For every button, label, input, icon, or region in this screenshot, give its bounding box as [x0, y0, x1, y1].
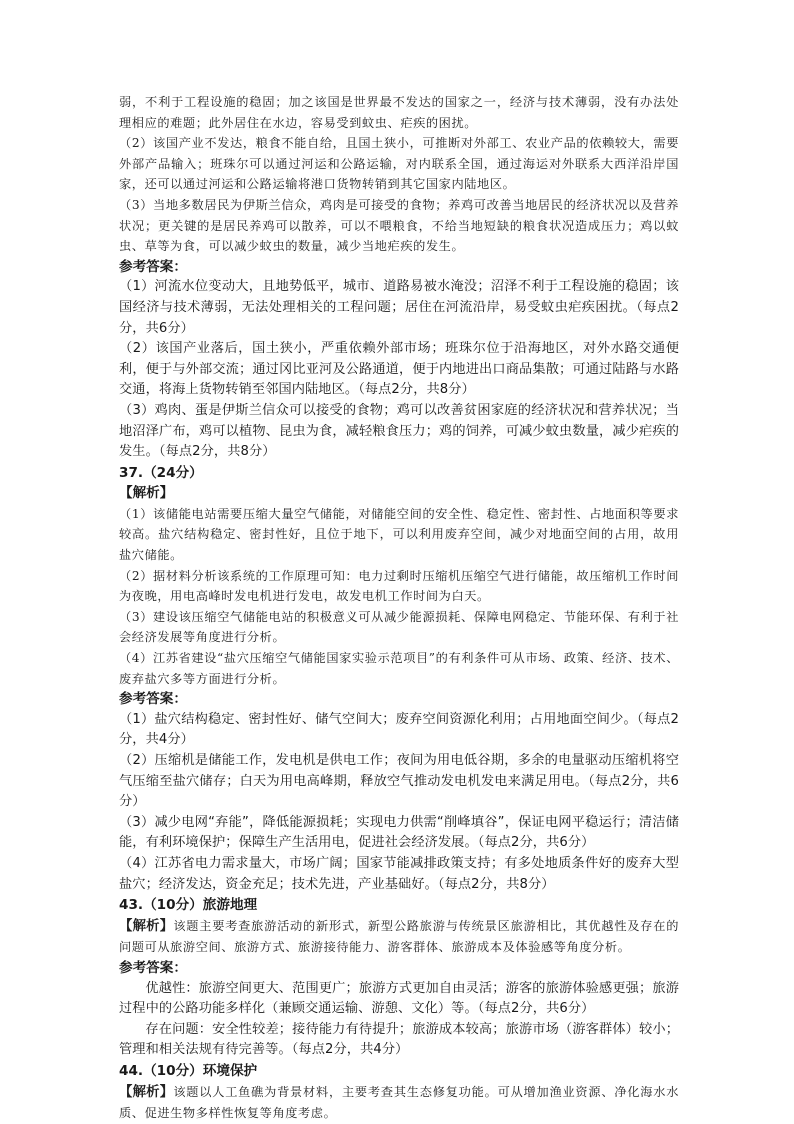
sec36-analysis-2: （2）该国产业不发达，粮食不能自给，且国土狭小，可推断对外部工、农业产品的依赖较大，需要外部产品输入；班珠尔可以通过河运和公路运输，对内联系全国，通过海运对外联系大西洋沿岸国家，还可以通过河运和公路运输将港口货物转销到其它国家内陆地区。 — [119, 136, 679, 192]
q44-analysis-label: 【解析】 — [119, 1084, 174, 1100]
q43-answer-1: 优越性：旅游空间更大、范围更广；旅游方式更加自由灵活；游客的旅游体验感更强；旅游过程中的公路功能多样化（兼顾交通运输、游憩、文化）等。（每点2分，共6分） — [119, 980, 679, 1017]
sec36-answer-1: （1）河流水位变动大，且地势低平，城市、道路易被水淹没；沼泽不利于工程设施的稳固；该国经济与技术薄弱，无法处理相关的工程问题；居住在河流沿岸，易受蚊虫疟疾困扰。（每点2分，共6分） — [119, 279, 679, 336]
q43-answer-2: 存在问题：安全性较差；接待能力有待提升；旅游成本较高；旅游市场（游客群体）较小；管理和相关法规有待完善等。（每点2分，共4分） — [119, 1021, 679, 1058]
q37-analysis-2: （2）据材料分析该系统的工作原理可知：电力过剩时压缩机压缩空气进行储能，故压缩机工作时间为夜晚，用电高峰时发电机进行发电，故发电机工作时间为白天。 — [119, 568, 679, 604]
document-page — [119, 92, 679, 1124]
q37-analysis-1: （1）该储能电站需要压缩大量空气储能，对储能空间的安全性、稳定性、密封性、占地面积等要求较高。盐穴结构稳定、密封性好，且位于地下，可以利用废弃空间，减少对地面空间的占用，故用盐穴储能。 — [119, 506, 679, 563]
q37-reference-label: 参考答案： — [119, 691, 187, 708]
q37-answer-2: （2）压缩机是储能工作，发电机是供电工作；夜间为用电低谷期，多余的电量驱动压缩机将空气压缩至盐穴储存；白天为用电高峰期，释放空气推动发电机发电来满足用电。（每点2分，共6分） — [119, 753, 679, 810]
sec36-analysis-cont: 弱，不利于工程设施的稳固；加之该国是世界最不发达的国家之一，经济与技术薄弱，没有办法处理相应的难题；此外居住在水边，容易受到蚊虫、疟疾的困扰。 — [119, 95, 679, 130]
q37-analysis-label: 【解析】 — [119, 485, 174, 502]
q37-analysis-4: （4）江苏省建设“盐穴压缩空气储能国家实验示范项目”的有利条件可从市场、政策、经济、技术、废弃盐穴多等方面进行分析。 — [119, 651, 679, 686]
sec36-answer-3: （3）鸡肉、蛋是伊斯兰信众可以接受的食物；鸡可以改善贫困家庭的经济状况和营养状况；当地沼泽广布，鸡可以植物、昆虫为食，减轻粮食压力；鸡的饲养，可减少蚊虫数量，减少疟疾的发生。（每点2分，共8分） — [119, 402, 679, 460]
q43-title: 43.（10分）旅游地理 — [119, 897, 258, 914]
q44-title: 44.（10分）环境保护 — [119, 1062, 258, 1079]
q37-answer-4: （4）江苏省电力需求量大，市场广阔；国家节能减排政策支持；有多处地质条件好的废弃大型盐穴；经济发达，资金充足；技术先进，产业基础好。（每点2分，共8分） — [119, 855, 679, 892]
q37-analysis-3: （3）建设该压缩空气储能电站的积极意义可从减少能源损耗、保障电网稳定、节能环保、有利于社会经济发展等角度进行分析。 — [119, 609, 679, 645]
q43-analysis-text: 该题主要考查旅游活动的新形式，新型公路旅游与传统景区旅游相比，其优越性及存在的问题可从旅游空间、旅游方式、旅游接待能力、游客群体、旅游成本及体验感等角度分析。 — [119, 918, 680, 955]
sec36-answer-2: （2）该国产业落后，国土狭小，严重依赖外部市场；班珠尔位于沿海地区，对外水路交通便利，便于与外部交流；通过冈比亚河及公路通道，便于内地进出口商品集散；可通过陆路与水路交通，将海上货物转销至邻国内陆地区。（每点2分，共8分） — [119, 341, 679, 398]
q37-answer-3: （3）减少电网“弃能”，降低能源损耗；实现电力供需“削峰填谷”，保证电网平稳运行；清洁储能，有利环境保护；保障生产生活用电，促进社会经济发展。（每点2分，共6分） — [119, 814, 679, 851]
q43-reference-label: 参考答案： — [119, 959, 187, 976]
q37-title: 37.（24分） — [119, 464, 203, 481]
q43-analysis — [119, 916, 679, 958]
q44-analysis — [119, 1082, 679, 1124]
sec36-reference-label: 参考答案： — [119, 258, 187, 275]
q44-analysis-text: 该题以人工鱼礁为背景材料，主要考查其生态修复功能。可从增加渔业资源、净化海水水质、促进生物多样性恢复等角度考虑。 — [119, 1084, 680, 1121]
q43-analysis-label: 【解析】 — [119, 918, 174, 934]
q37-answer-1: （1）盐穴结构稳定、密封性好、储气空间大；废弃空间资源化利用；占用地面空间少。（每点2分，共4分） — [119, 711, 679, 748]
sec36-analysis-3: （3）当地多数居民为伊斯兰信众，鸡肉是可接受的食物；养鸡可改善当地居民的经济状况以及营养状况；更关键的是居民养鸡可以散养，可以不喂粮食，不给当地短缺的粮食状况造成压力；鸡以蚊虫、草等为食，可以减少蚊虫的数量，减少当地疟疾的发生。 — [119, 197, 679, 254]
